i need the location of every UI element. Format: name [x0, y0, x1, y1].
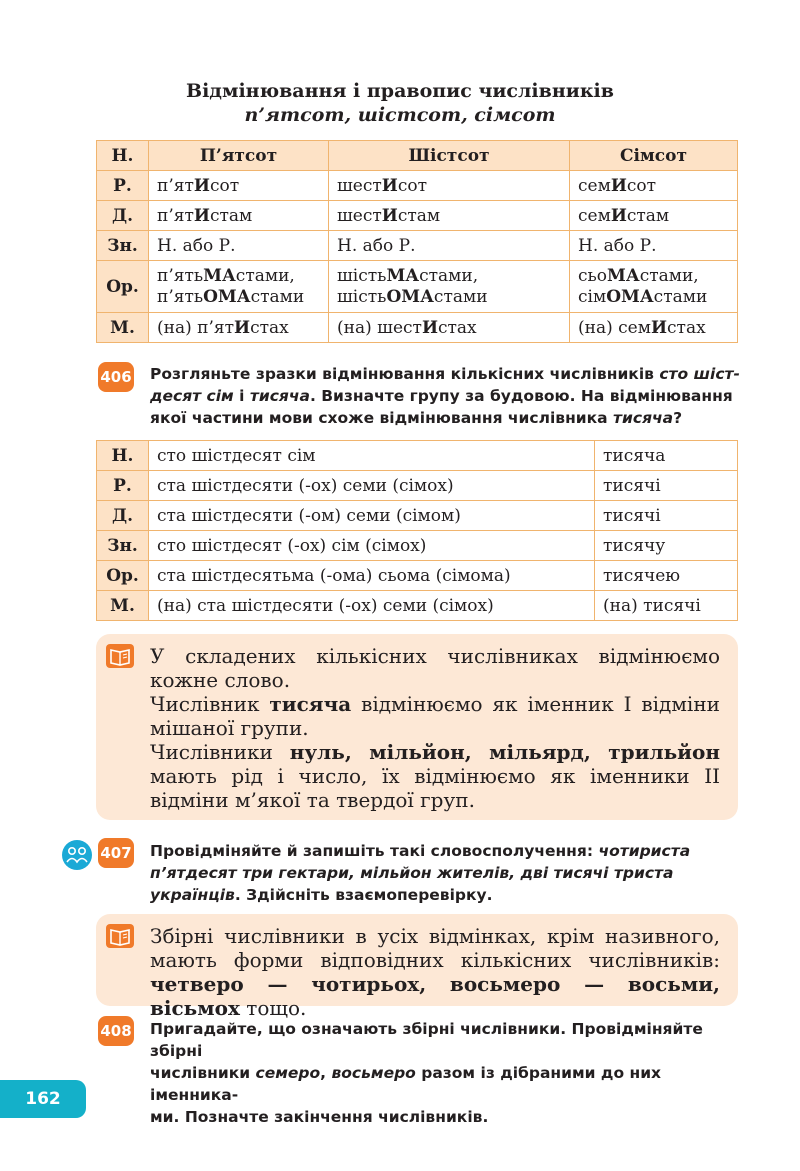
table-row — [97, 591, 738, 621]
book-icon — [106, 644, 134, 668]
case-label: Р. — [97, 171, 149, 201]
exercise-number-badge: 408 — [98, 1016, 134, 1046]
exercise-407-text: Провідміняйте й запишіть такі словосполучення: чотириста п’ятдесят три гектари, мільйон жителів, дві тисячі триста українців. Здійсніть взаємоперевірку. — [150, 842, 691, 904]
case-label: Зн. — [97, 231, 149, 261]
table-row — [97, 201, 738, 231]
column-header: П’ятсот — [149, 141, 329, 171]
table-cell: ста шістдесяти (-ом) семи (сімом) — [149, 501, 595, 531]
case-label: Д. — [97, 201, 149, 231]
table-cell: ста шістдесяти (-ох) семи (сімох) — [149, 471, 595, 501]
declension-table-hundreds — [96, 140, 738, 343]
table-cell: Н. або Р. — [570, 231, 738, 261]
table-cell: (на) п’ятИстах — [149, 313, 329, 343]
table-row — [97, 261, 738, 313]
exercise-406-text: Розгляньте зразки відмінювання кількісних числівників сто шіст- десят сім і тисяча. Визначте групу за будовою. На відмінювання якої частини мови схоже відмінювання числівника тисяча? — [150, 365, 740, 427]
page-subtitle: п’ятсот, шістсот, сімсот — [244, 104, 556, 126]
table-cell: ста шістдесятьма (-ома) сьома (сімома) — [149, 561, 595, 591]
table-cell: п’ятИсот — [149, 171, 329, 201]
exercise-408-text: Пригадайте, що означають збірні числівники. Провідміняйте збірні числівники семеро, восьмеро разом із дібраними до них іменника- ми. Позначте закінчення числівників. — [150, 1020, 703, 1126]
case-label: Н. — [97, 441, 149, 471]
table-cell: Н. або Р. — [149, 231, 329, 261]
table-cell: тисячею — [595, 561, 738, 591]
table-cell: шістьМАстами, шістьОМАстами — [329, 261, 570, 313]
book-icon — [106, 924, 134, 948]
table-cell: сто шістдесят (-ох) сім (сімох) — [149, 531, 595, 561]
table-cell: семИстам — [570, 201, 738, 231]
page-number: 162 — [0, 1080, 86, 1118]
rule-1-text: У складених кількісних числівниках відмінюємо кожне слово. Числівник тисяча відмінюємо як іменник І відміни мішаної групи. Числівники нуль, мільйон, мільярд, трильйон мають рід і число, їх відмінюємо як іменники ІІ відміни м’якої та твердої груп. — [150, 644, 720, 812]
table-cell: тисячу — [595, 531, 738, 561]
table-row — [97, 171, 738, 201]
case-label: Р. — [97, 471, 149, 501]
table-cell: сьоМАстами, сімОМАстами — [570, 261, 738, 313]
declension-table-compound — [96, 440, 738, 621]
column-header: Шістсот — [329, 141, 570, 171]
table-cell: шестИстам — [329, 201, 570, 231]
table-cell: шестИсот — [329, 171, 570, 201]
table-row — [97, 313, 738, 343]
table-cell: (на) семИстах — [570, 313, 738, 343]
table-cell: (на) ста шістдесяти (-ох) семи (сімох) — [149, 591, 595, 621]
table-cell: п’ятьМАстами, п’ятьОМАстами — [149, 261, 329, 313]
table-row — [97, 531, 738, 561]
case-label: М. — [97, 591, 149, 621]
table-cell: (на) шестИстах — [329, 313, 570, 343]
case-label: М. — [97, 313, 149, 343]
table-cell: семИсот — [570, 171, 738, 201]
pair-work-icon — [62, 840, 92, 870]
case-label: Ор. — [97, 261, 149, 313]
table-cell: (на) тисячі — [595, 591, 738, 621]
table-cell: п’ятИстам — [149, 201, 329, 231]
table-row — [97, 231, 738, 261]
table-cell: Н. або Р. — [329, 231, 570, 261]
case-label: Ор. — [97, 561, 149, 591]
table-cell: тисячі — [595, 471, 738, 501]
rule-2-text: Збірні числівники в усіх відмінках, крім називного, мають форми відповідних кількісних числівників: четверо — чотирьох, восьмеро — восьми, вісьмох тощо. — [150, 924, 720, 1020]
exercise-number-badge: 406 — [98, 362, 134, 392]
page-title: Відмінювання і правопис числівників — [186, 80, 614, 102]
exercise-number-badge: 407 — [98, 838, 134, 868]
table-cell: тисяча — [595, 441, 738, 471]
table-row — [97, 471, 738, 501]
case-label: Н. — [97, 141, 149, 171]
table-row — [97, 501, 738, 531]
table-cell: сто шістдесят сім — [149, 441, 595, 471]
case-label: Д. — [97, 501, 149, 531]
table-cell: тисячі — [595, 501, 738, 531]
table-row — [97, 441, 738, 471]
case-label: Зн. — [97, 531, 149, 561]
column-header: Сімсот — [570, 141, 738, 171]
table-row — [97, 561, 738, 591]
